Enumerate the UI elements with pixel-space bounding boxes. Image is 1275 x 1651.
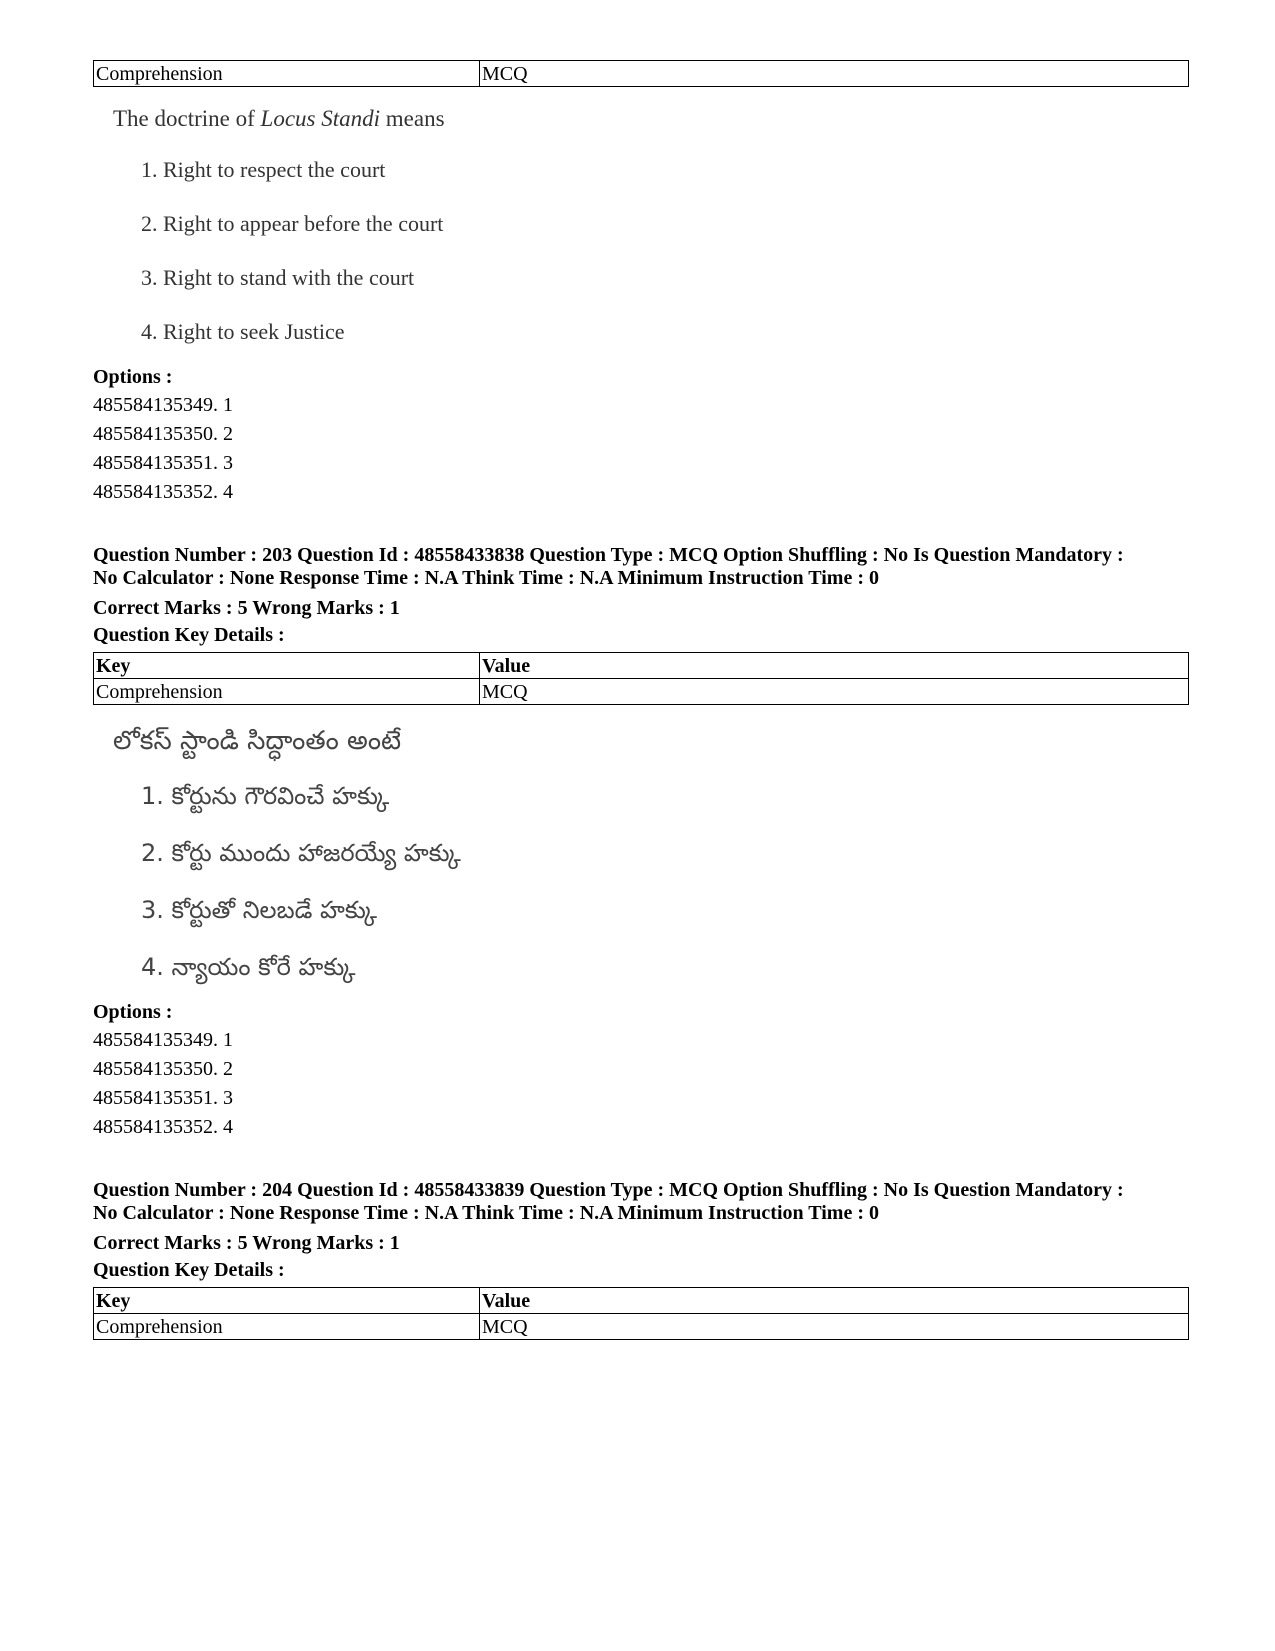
table-cell-value: MCQ bbox=[480, 1314, 1189, 1340]
statement-item: 3. కోర్టుతో నిలబడే హక్కు bbox=[141, 896, 377, 924]
question-stem: లోకస్ స్టాండి సిద్ధాంతం అంటే bbox=[113, 726, 402, 756]
statement-item: 4. న్యాయం కోరే హక్కు bbox=[141, 953, 356, 981]
stem-italic: Locus Standi bbox=[260, 106, 381, 131]
table-cell-key: Comprehension bbox=[94, 61, 480, 87]
option-item: 485584135352. 4 bbox=[93, 481, 233, 503]
options-block bbox=[93, 998, 1189, 1142]
key-details-title: Question Key Details : bbox=[93, 1259, 285, 1281]
question-203-image bbox=[113, 725, 1189, 982]
question-marks: Correct Marks : 5 Wrong Marks : 1 bbox=[93, 597, 400, 619]
question-marks: Correct Marks : 5 Wrong Marks : 1 bbox=[93, 1232, 400, 1254]
question-header-line: No Calculator : None Response Time : N.A Think Time : N.A Minimum Instruction Time : 0 bbox=[93, 567, 879, 589]
table-header-row bbox=[94, 1288, 1189, 1314]
key-value-table bbox=[93, 1287, 1189, 1340]
table-header-value: Value bbox=[480, 653, 1189, 679]
statement-item: 3. Right to stand with the court bbox=[141, 265, 415, 290]
table-header-value: Value bbox=[480, 1288, 1189, 1314]
statement-list bbox=[113, 155, 1189, 347]
stem-prefix: The doctrine of bbox=[113, 106, 261, 131]
table-cell-value: MCQ bbox=[480, 679, 1189, 705]
question-header-line: No Calculator : None Response Time : N.A Think Time : N.A Minimum Instruction Time : 0 bbox=[93, 1202, 879, 1224]
statement-list bbox=[113, 781, 1189, 982]
key-value-table-top bbox=[93, 60, 1189, 87]
table-cell-key: Comprehension bbox=[94, 1314, 480, 1340]
table-header-row bbox=[94, 653, 1189, 679]
option-item: 485584135349. 1 bbox=[93, 1029, 233, 1051]
statement-item: 4. Right to seek Justice bbox=[141, 319, 345, 344]
question-header bbox=[93, 544, 1189, 590]
statement-item: 1. Right to respect the court bbox=[141, 157, 386, 182]
option-item: 485584135351. 3 bbox=[93, 452, 233, 474]
table-row bbox=[94, 679, 1189, 705]
question-202-image bbox=[113, 104, 1189, 347]
option-item: 485584135351. 3 bbox=[93, 1087, 233, 1109]
question-header-line: Question Number : 204 Question Id : 48558433839 Question Type : MCQ Option Shuffling : No Is Question Mandatory : bbox=[93, 1179, 1124, 1201]
option-item: 485584135352. 4 bbox=[93, 1116, 233, 1138]
document-page bbox=[93, 60, 1189, 1340]
statement-item: 2. కోర్టు ముందు హాజరయ్యే హక్కు bbox=[141, 839, 461, 867]
question-header bbox=[93, 1179, 1189, 1225]
question-stem bbox=[113, 104, 1189, 134]
option-item: 485584135350. 2 bbox=[93, 423, 233, 445]
options-title: Options : bbox=[93, 1001, 173, 1023]
options-block bbox=[93, 363, 1189, 507]
table-row bbox=[94, 61, 1189, 87]
key-details-title: Question Key Details : bbox=[93, 624, 285, 646]
table-header-key: Key bbox=[94, 1288, 480, 1314]
statement-item: 1. కోర్టును గౌరవించే హక్కు bbox=[141, 782, 390, 810]
option-item: 485584135349. 1 bbox=[93, 394, 233, 416]
key-value-table bbox=[93, 652, 1189, 705]
stem-suffix: means bbox=[380, 106, 445, 131]
question-header-line: Question Number : 203 Question Id : 48558433838 Question Type : MCQ Option Shuffling : No Is Question Mandatory : bbox=[93, 544, 1124, 566]
option-item: 485584135350. 2 bbox=[93, 1058, 233, 1080]
table-header-key: Key bbox=[94, 653, 480, 679]
statement-item: 2. Right to appear before the court bbox=[141, 211, 444, 236]
table-row bbox=[94, 1314, 1189, 1340]
options-title: Options : bbox=[93, 366, 173, 388]
table-cell-key: Comprehension bbox=[94, 679, 480, 705]
table-cell-value: MCQ bbox=[480, 61, 1189, 87]
